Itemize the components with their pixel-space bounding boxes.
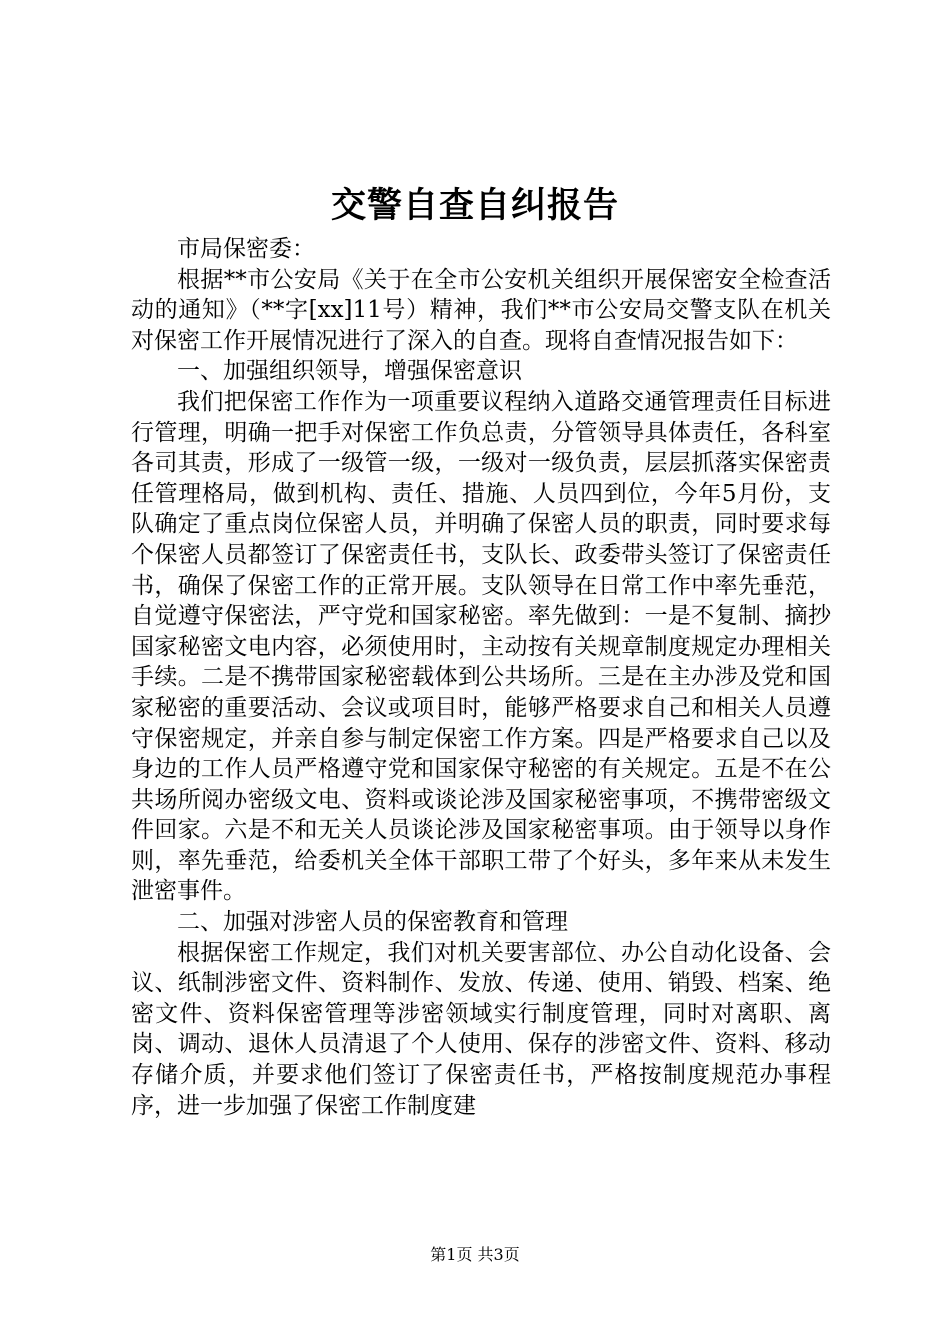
section-heading-1: 一、加强组织领导，增强保密意识 — [177, 358, 522, 385]
section-2-paragraph: 根据保密工作规定，我们对机关要害部位、办公自动化设备、会议、纸制涉密文件、资料制作、发放、传递、使用、销毁、档案、绝密文件、资料保密管理等涉密领域实行制度管理，同时对离职、离岗、调动、退休人员清退了个人使用、保存的涉密文件、资料、移动存储介质，并要求他们签订了保密责任书，严格按制度规范办事程序，进一步加强了保密工作制度建 — [131, 939, 831, 1119]
salutation: 市局保密委： — [177, 236, 315, 262]
page-footer: 第1页 共3页 — [430, 1245, 520, 1264]
section-heading-2: 二、加强对涉密人员的保密教育和管理 — [177, 909, 568, 936]
intro-paragraph: 根据**市公安局《关于在全市公安机关组织开展保密安全检查活动的通知》（**字[xx]11号）精神，我们**市公安局交警支队在机关对保密工作开展情况进行了深入的自查。现将自查情况报告如下： — [131, 266, 831, 354]
document-title: 交警自查自纠报告 — [330, 185, 619, 226]
section-1-paragraph: 我们把保密工作作为一项重要议程纳入道路交通管理责任目标进行管理，明确一把手对保密工作负总责，分管领导具体责任，各科室各司其责，形成了一级管一级，一级对一级负责，层层抓落实保密责任管理格局，做到机构、责任、措施、人员四到位，今年5月份，支队确定了重点岗位保密人员，并明确了保密人员的职责，同时要求每个保密人员都签订了保密责任书，支队长、政委带头签订了保密责任书，确保了保密工作的正常开展。支队领导在日常工作中率先垂范，自觉遵守保密法，严守党和国家秘密。率先做到：一是不复制、摘抄国家秘密文电内容，必须使用时，主动按有关规章制度规定办理相关手续。二是不携带国家秘密载体到公共场所。三是在主办涉及党和国家秘密的重要活动、会议或项目时，能够严格要求自己和相关人员遵守保密规定，并亲自参与制定保密工作方案。四是严格要求自己以及身边的工作人员严格遵守党和国家保守秘密的有关规定。五是不在公共场所阅办密级文电、资料或谈论涉及国家秘密事项，不携带密级文件回家。六是不和无关人员谈论涉及国家秘密事项。由于领导以身作则，率先垂范，给委机关全体干部职工带了个好头，多年来从未发生泄密事件。 — [131, 388, 831, 905]
document-body — [131, 234, 831, 1121]
